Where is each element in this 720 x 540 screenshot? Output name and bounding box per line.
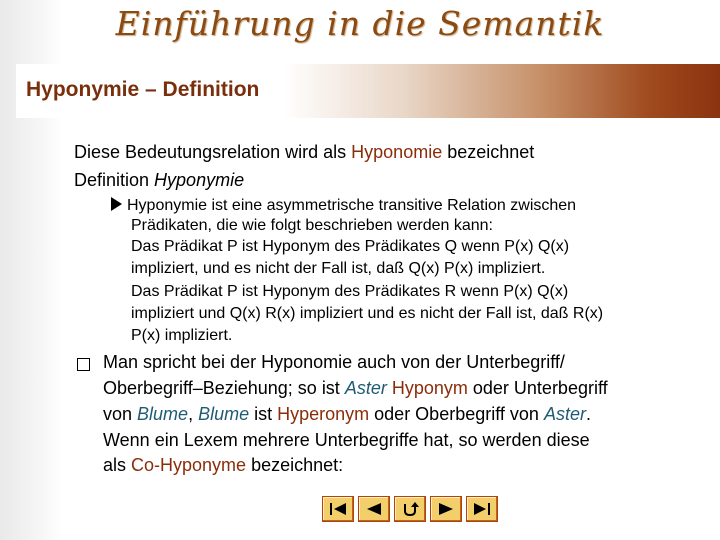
- sub-bullet-line-3: Das Prädikat P ist Hyponym des Prädikates Q wenn P(x) Q(x): [131, 238, 570, 255]
- next-slide-button[interactable]: [430, 496, 462, 522]
- sub-bullet-line-6: impliziert und Q(x) R(x) impliziert und es nicht der Fall ist, daß R(x): [131, 305, 604, 322]
- next-slide-icon: [435, 501, 457, 517]
- triangle-bullet-icon: [111, 197, 122, 211]
- paragraph-line-2: Oberbegriff–Beziehung; so ist Aster Hyponym oder Unterbegriff: [103, 378, 608, 398]
- deck-title: Einführung in die Semantik: [115, 4, 605, 43]
- sub-bullet-line-2: Prädikaten, die wie folgt beschrieben werden kann:: [131, 217, 493, 234]
- paragraph-line-1: Man spricht bei der Hyponomie auch von der Unterbegriff/: [103, 352, 565, 372]
- term-blume-2: Blume: [198, 404, 250, 424]
- previous-slide-button[interactable]: [358, 496, 390, 522]
- term-blume-1: Blume: [137, 404, 189, 424]
- last-slide-icon: [471, 501, 493, 517]
- sub-bullet-line-7: P(x) impliziert.: [131, 327, 233, 344]
- previous-slide-icon: [363, 501, 385, 517]
- term-aster: Aster: [344, 378, 387, 398]
- term-aster-2: Aster: [543, 404, 586, 424]
- term-hyperonym: Hyperonym: [277, 404, 370, 424]
- last-slide-button[interactable]: [466, 496, 498, 522]
- term-hyponym: Hyponym: [391, 378, 468, 398]
- first-slide-icon: [327, 501, 349, 517]
- slide-navigation: [322, 496, 498, 522]
- sub-bullet-line-5: Das Prädikat P ist Hyponym des Prädikates R wenn P(x) Q(x): [131, 283, 569, 300]
- sub-bullet-line-4: impliziert, und es nicht der Fall ist, daß Q(x) P(x) impliziert.: [131, 260, 546, 277]
- return-button[interactable]: [394, 496, 426, 522]
- checkbox-bullet-icon: [77, 358, 90, 371]
- paragraph-line-4: Wenn ein Lexem mehrere Unterbegriffe hat, so werden diese: [103, 430, 590, 450]
- sub-bullet-line-1: Hyponymie ist eine asymmetrische transitive Relation zwischen: [111, 197, 576, 215]
- paragraph-line-5: als Co-Hyponyme bezeichnet:: [103, 455, 344, 475]
- term-hyponomie: Hyponomie: [351, 142, 443, 162]
- return-icon: [399, 501, 421, 517]
- term-co-hyponyme: Co-Hyponyme: [131, 455, 247, 475]
- slide-title: Hyponymie – Definition: [26, 78, 260, 101]
- first-slide-button[interactable]: [322, 496, 354, 522]
- body-line-2: Definition Hyponymie: [74, 170, 245, 190]
- body-line-1: Diese Bedeutungsrelation wird als Hyponomie bezeichnet: [74, 142, 535, 162]
- paragraph-line-3: von Blume, Blume ist Hyperonym oder Oberbegriff von Aster.: [103, 404, 591, 424]
